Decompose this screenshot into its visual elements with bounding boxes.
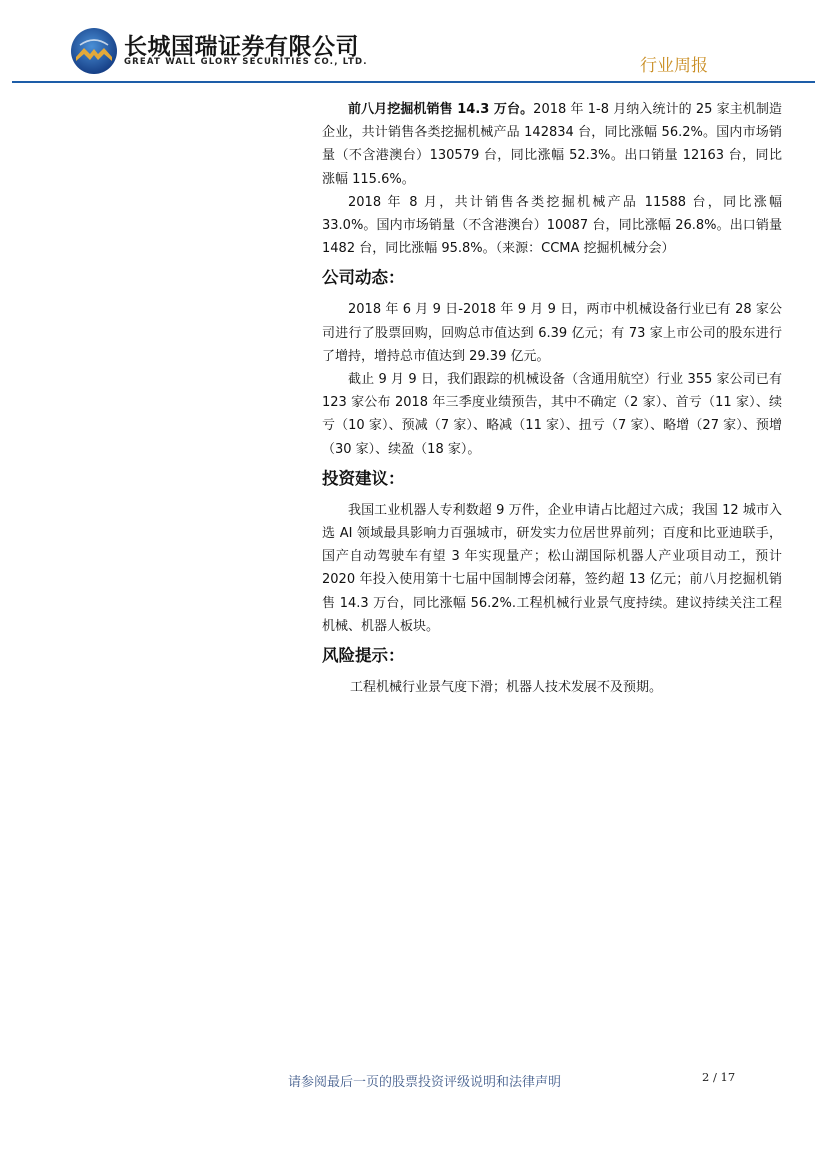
paragraph-buyback: 2018 年 6 月 9 日-2018 年 9 月 9 日，两市中机械设备行业已有 28 家公司进行了股票回购，回购总市值达到 6.39 亿元；有 73 家上市公司的股东进行了增持，增持总市值达到 29.39 亿元。 bbox=[322, 302, 782, 364]
footer-disclaimer-note: 请参阅最后一页的股票投资评级说明和法律声明 bbox=[288, 1075, 562, 1090]
great-wall-glory-logo-icon bbox=[70, 27, 118, 75]
report-body bbox=[322, 98, 782, 699]
paragraph-risk: 工程机械行业景气度下滑；机器人技术发展不及预期。 bbox=[350, 680, 663, 696]
paragraph-earnings-forecast: 截止 9 月 9 日，我们跟踪的机械设备（含通用航空）行业 355 家公司已有 123 家公布 2018 年三季度业绩预告，其中不确定（2 家）、首亏（11 家）、续亏（10 家）、预减（7 家）、略减（11 家）、扭亏（7 家）、略增（27 家）、预增（30 家）、续盈（18 家）。 bbox=[322, 372, 782, 457]
paragraph-excavator-sales bbox=[322, 98, 782, 191]
page-number: 2 / 17 bbox=[702, 1070, 736, 1084]
report-type-label: 行业周报 bbox=[640, 56, 708, 76]
paragraph-investment-advice: 我国工业机器人专利数超 9 万件，企业申请占比超过六成；我国 12 城市入选 AI 领域最具影响力百强城市，研发实力位居世界前列；百度和比亚迪联手，国产自动驾驶车有望 3 年实现量产；松山湖国际机器人产业项目动工，预计 2020 年投入使用第十七届中国制博会闭幕，签约超 13 亿元；前八月挖掘机销售 14.3 万台，同比涨幅 56.2%.工程机械行业景气度持续。建议持续关注工程机械、机器人板块。 bbox=[322, 502, 782, 634]
paragraph-lead: 前八月挖掘机销售 14.3 万台。 bbox=[348, 102, 534, 117]
company-name-cn: 长城国瑞证券有限公司 bbox=[124, 34, 359, 60]
header-divider bbox=[12, 81, 815, 83]
section-title-risk: 风险提示： bbox=[322, 646, 405, 666]
page-header bbox=[0, 0, 827, 90]
section-title-investment-advice: 投资建议： bbox=[322, 468, 405, 488]
paragraph-text: 2018 年 1-8 月纳入统计的 25 家主机制造企业，共计销售各类挖掘机械产品 142834 台，同比涨幅 56.2%。国内市场销量（不含港澳台）130579 台，同比涨幅 52.3%。出口销量 12163 台，同比涨幅 115.6%。 bbox=[322, 102, 782, 187]
paragraph-august-sales: 2018 年 8 月，共计销售各类挖掘机械产品 11588 台，同比涨幅 33.0%。国内市场销量（不含港澳台）10087 台，同比涨幅 26.8%。出口销量 1482 台，同比涨幅 95.8%。（来源：CCMA 挖掘机械分会） bbox=[322, 194, 782, 257]
section-title-company-news: 公司动态： bbox=[322, 268, 405, 288]
company-name-en: GREAT WALL GLORY SECURITIES CO., LTD. bbox=[124, 57, 368, 67]
